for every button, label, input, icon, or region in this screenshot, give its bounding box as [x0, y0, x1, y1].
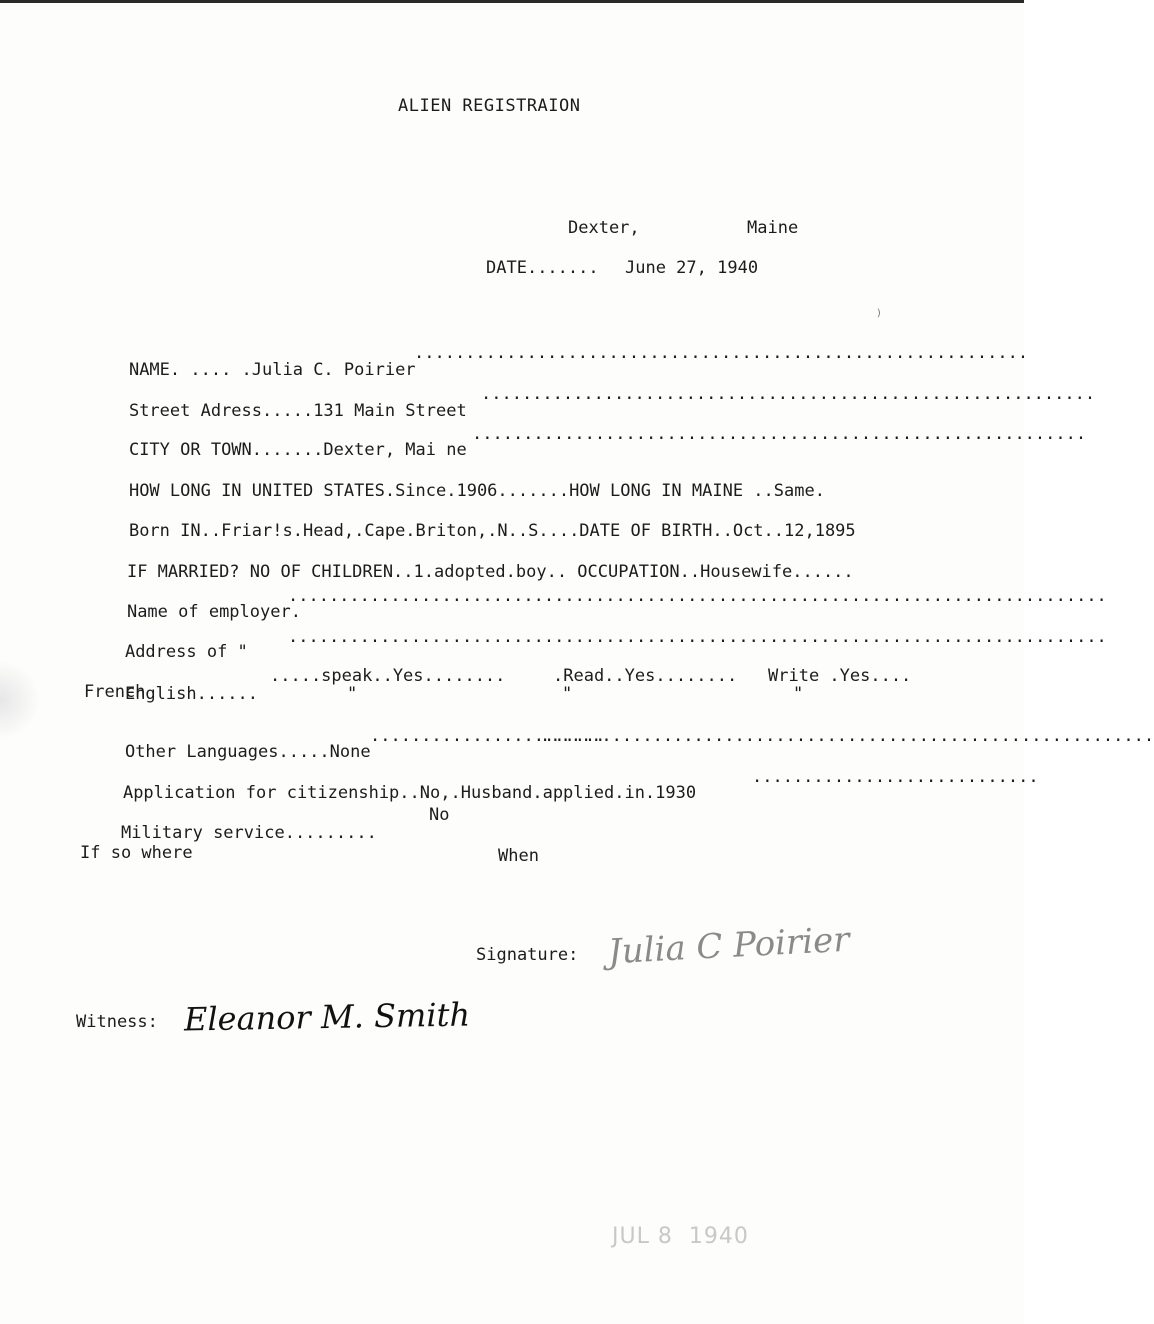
employer-label: Name of employer. [126, 602, 301, 622]
french-write: " [793, 684, 804, 704]
english-label: English...... [124, 684, 259, 704]
how-long-maine-value: Same. [773, 481, 825, 501]
how-long-us-label: HOW LONG IN UNITED STATES. [128, 481, 396, 501]
city-label: CITY OR TOWN....... [128, 440, 324, 460]
how-long-us-value: Since.1906 [395, 481, 498, 501]
date-value: June 27, 1940 [625, 258, 759, 278]
date-of-birth-value: Oct..12,1895 [732, 521, 856, 541]
military-value: No [429, 805, 450, 825]
children-label: IF MARRIED? NO OF CHILDREN.. [126, 562, 414, 582]
when-label: When [498, 846, 539, 866]
french-label: French [84, 682, 146, 702]
english-speak: .....speak..Yes........ [270, 666, 506, 686]
received-date-stamp: JUL 8 1940 [612, 1224, 749, 1249]
if-so-where-label: If so where [80, 843, 193, 863]
scan-smudge [0, 660, 40, 740]
born-label: Born IN.. [128, 521, 222, 541]
other-languages-label: Other Languages..... [124, 742, 330, 762]
street-value: 131 Main Street [313, 401, 467, 421]
name-label: NAME. .... . [128, 360, 252, 380]
date-of-birth-label: ....DATE OF BIRTH.. [538, 521, 733, 541]
military-label: Military service......... [120, 823, 377, 843]
english-read: .Read..Yes........ [553, 666, 738, 686]
signature-label: Signature: [476, 945, 579, 965]
citizenship-label: Application for citizenship.. [122, 783, 420, 803]
employer-address-label: Address of " [124, 642, 248, 662]
citizenship-dots: ............................ [752, 767, 1039, 787]
scan-border [0, 0, 1024, 3]
other-languages-value: None [329, 742, 371, 762]
street-label: Street Adress..... [128, 401, 314, 421]
how-long-maine-label: .......HOW LONG IN MAINE .. [497, 481, 774, 501]
occupation-value: Housewife...... [700, 562, 854, 582]
name-dots: ............................................................ [414, 343, 1029, 363]
date-label: DATE....... [486, 258, 599, 278]
other-languages-dots-a: ....................... [370, 726, 606, 746]
signature-handwritten: Julia C Poirier [607, 919, 851, 973]
city-value: Dexter, Mai ne [323, 440, 467, 460]
french-speak: " [347, 684, 358, 704]
place-city: Dexter, [568, 218, 640, 238]
stray-mark: ) [876, 308, 883, 319]
document-title: ALIEN REGISTRAION [398, 96, 581, 116]
employer-dots: ................................................................................ [288, 586, 1107, 606]
witness-label: Witness: [76, 1012, 158, 1032]
citizenship-value: No,.Husband.applied.in.1930 [419, 783, 697, 803]
born-value: Friar!s.Head,.Cape.Briton,.N..S [221, 521, 539, 541]
other-languages-dots-b: ............................................................ [540, 726, 1154, 746]
french-read: " [562, 684, 573, 704]
employer-address-dots: ................................................................................ [288, 627, 1107, 647]
english-write: Write .Yes.... [768, 666, 912, 686]
witness-handwritten: Eleanor M. Smith [183, 995, 471, 1039]
city-dots: ............................................................ [472, 424, 1087, 444]
name-value: Julia C. Poirier [251, 360, 416, 380]
place-state: Maine [747, 218, 799, 238]
street-dots: ............................................................ [481, 384, 1096, 404]
children-value: 1.adopted.boy [413, 562, 547, 582]
occupation-label: .. OCCUPATION.. [546, 562, 701, 582]
